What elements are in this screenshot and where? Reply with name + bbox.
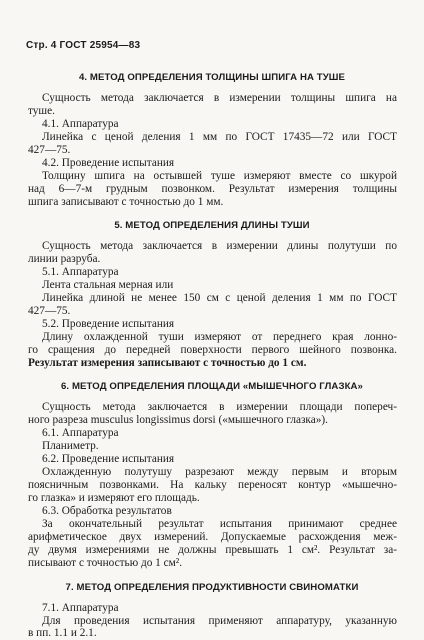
sec7-line: в пп. 1.1 и 2.1. [28, 627, 97, 639]
sec5-line: Линейка длиной не менее 150 см с ценой деления 1 мм по ГОСТ [42, 292, 397, 304]
section-7-title: 7. МЕТОД ОПРЕДЕЛЕНИЯ ПРОДУКТИВНОСТИ СВИНОМАТКИ [65, 582, 359, 593]
sec6-line: Охлажденную полутушу разрезают между первым и вторым [42, 466, 397, 478]
sec6-line: Планиметр. [42, 440, 99, 452]
section-5-title: 5. МЕТОД ОПРЕДЕЛЕНИЯ ДЛИНЫ ТУШИ [114, 220, 310, 231]
sec6-line: поясничным позвонками. На кальку переносят контур «мышечно- [28, 479, 397, 491]
sec4-line: над 6—7-м грудным позвонком. Результат измерения толщины [28, 183, 397, 195]
sec5-line: Длину охлажденной туши измеряют от переднего края лонно- [42, 331, 397, 343]
sec6-line: ного разреза musculus longissimus dorsi («мышечного глазка»). [28, 414, 328, 426]
sec6-line: арифметическое двух измерений. Допускаемые расхождения меж- [28, 531, 397, 543]
sec5-line: Сущность метода заключается в измерении длины полутуши по [42, 240, 397, 252]
sec4-line: Толщину шпига на остывшей туше измеряют вместе со шкурой [42, 170, 397, 182]
sec4-subheading: 4.2. Проведение испытания [42, 157, 175, 169]
sec6-line: писывают с точностью до 1 см². [28, 557, 183, 569]
section-6-title: 6. МЕТОД ОПРЕДЕЛЕНИЯ ПЛОЩАДИ «МЫШЕЧНОГО ГЛАЗКА» [61, 381, 363, 392]
sec6-line: Сущность метода заключается в измерении площади попереч- [42, 401, 397, 413]
sec7-subheading: 7.1. Аппаратура [42, 602, 119, 614]
section-4-title: 4. МЕТОД ОПРЕДЕЛЕНИЯ ТОЛЩИНЫ ШПИГА НА ТУШЕ [78, 72, 346, 83]
sec5-subheading: 5.1. Аппаратура [42, 266, 119, 278]
sec5-line: 427—75. [28, 305, 71, 317]
sec4-line: Линейка с ценой деления 1 мм по ГОСТ 17435—72 или ГОСТ [42, 131, 397, 143]
sec4-line: Сущность метода заключается в измерении толщины шпига на [42, 92, 397, 104]
sec7-line: Для проведения испытания применяют аппаратуру, указанную [42, 615, 397, 627]
sec6-line: За окончательный результат испытания принимают среднее [42, 518, 397, 530]
sec6-line: ду двумя измерениями не должны превышать 1 см². Результат за- [28, 544, 397, 556]
sec6-subheading: 6.3. Обработка результатов [42, 505, 172, 517]
sec4-subheading: 4.1. Аппаратура [42, 118, 119, 130]
sec5-line: Результат измерения записывают с точностью до 1 см. [28, 357, 307, 369]
page-header: Стр. 4 ГОСТ 25954—83 [26, 40, 141, 51]
sec5-line: линии разруба. [28, 253, 101, 265]
sec6-line: го глазка» и измеряют его площадь. [28, 492, 200, 504]
sec5-line: го сращения до передней поверхности первого шейного позвонка. [28, 344, 397, 356]
sec5-subheading: 5.2. Проведение испытания [42, 318, 175, 330]
sec4-line: туше. [28, 105, 55, 117]
sec6-subheading: 6.2. Проведение испытания [42, 453, 175, 465]
sec4-line: шпига записывают с точностью до 1 мм. [28, 196, 224, 208]
sec5-line: Лента стальная мерная или [42, 279, 174, 291]
sec4-line: 427—75. [28, 144, 71, 156]
sec6-subheading: 6.1. Аппаратура [42, 427, 119, 439]
